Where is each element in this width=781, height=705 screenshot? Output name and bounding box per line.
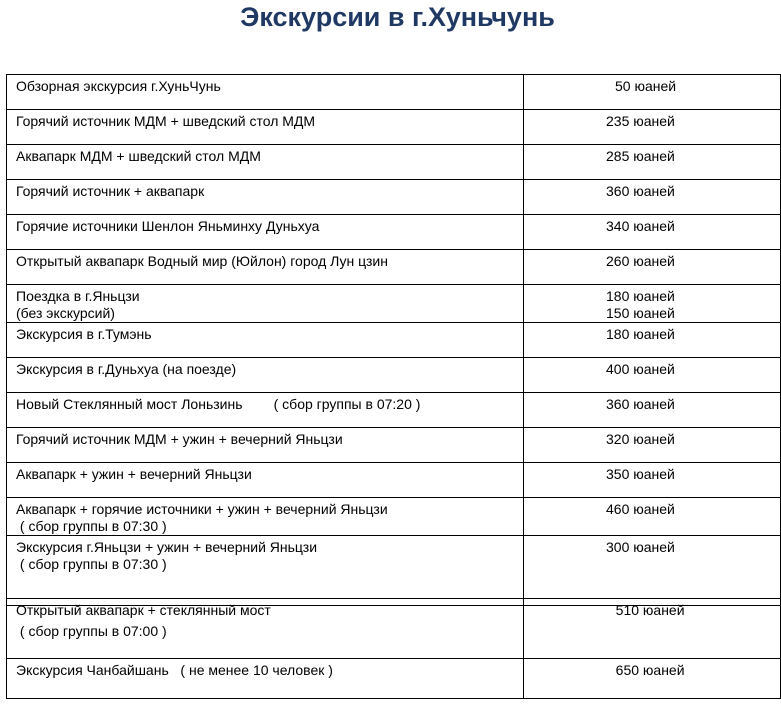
excursion-row [7, 110, 781, 145]
excursion-price-cell [524, 498, 781, 536]
excursion-name: Аквапарк + ужин + вечерний Яньцзи [16, 466, 252, 482]
excursion-price: 180 юаней [606, 326, 675, 342]
excursion-price-cell [524, 536, 781, 606]
excursion-name: Горячий источник МДМ + ужин + вечерний Яньцзи [16, 431, 343, 447]
excursion-price-cell [524, 215, 781, 250]
excursion-name: Экскурсия г.Яньцзи + ужин + вечерний Яньцзи [16, 539, 318, 555]
excursion-price-cell [524, 180, 781, 215]
excursion-name: Экскурсия в г.Тумэнь [16, 326, 152, 342]
excursion-name: Горячий источник МДМ + шведский стол МДМ [16, 113, 316, 129]
excursion-row [7, 180, 781, 215]
excursion-price: 300 юаней [606, 539, 675, 555]
excursion-price-cell [524, 110, 781, 145]
excursion-name-cell [7, 498, 524, 536]
excursion-name: Горячий источник + аквапарк [16, 183, 205, 199]
excursion-row [7, 536, 781, 606]
excursion-name-cell [7, 358, 524, 393]
excursion-row [7, 498, 781, 536]
excursion-name: Аквапарк + горячие источники + ужин + вечерний Яньцзи [16, 501, 388, 517]
excursion-row [7, 75, 781, 110]
excursion-name: Аквапарк МДМ + шведский стол МДМ [16, 148, 261, 164]
excursion-price: 360 юаней [606, 396, 675, 412]
excursion-name: Горячие источники Шенлон Яньминху Дуньхуа [16, 218, 320, 234]
excursion-price: 340 юаней [606, 218, 675, 234]
excursions-table [6, 74, 781, 606]
excursion-name-cell [7, 215, 524, 250]
extra-excursions-table [6, 598, 781, 699]
excursion-row [7, 463, 781, 498]
excursion-price: 50 юаней [615, 78, 677, 94]
excursion-price: 320 юаней [606, 431, 675, 447]
excursion-name-cell [7, 463, 524, 498]
excursion-row [7, 358, 781, 393]
excursion-name-cell [7, 250, 524, 285]
excursion-name-cell [7, 428, 524, 463]
excursion-row [7, 323, 781, 358]
excursion-price: 285 юаней [606, 148, 675, 164]
excursion-name-cell [7, 323, 524, 358]
excursion-row [7, 285, 781, 323]
excursion-row [7, 393, 781, 428]
excursion-name-cell [7, 599, 524, 659]
excursion-price: 150 юаней [606, 305, 675, 321]
excursion-name: (без экскурсий) [16, 305, 115, 321]
excursion-name-cell [7, 180, 524, 215]
excursion-price: 510 юаней [615, 602, 685, 618]
excursion-name-cell [7, 393, 524, 428]
excursion-price: 360 юаней [606, 183, 675, 199]
excursion-row [7, 145, 781, 180]
excursion-row [7, 250, 781, 285]
excursion-price-cell [523, 599, 780, 659]
excursion-name: Новый Стеклянный мост Лоньзинь ( сбор группы в 07:20 ) [16, 396, 421, 412]
excursion-name-cell [7, 659, 524, 699]
excursion-price-cell [524, 393, 781, 428]
excursion-price: 235 юаней [606, 113, 675, 129]
excursion-name-cell [7, 110, 524, 145]
excursion-price-cell [524, 250, 781, 285]
excursion-name-cell [7, 75, 524, 110]
excursion-name-cell [7, 536, 524, 606]
excursion-name: ( сбор группы в 07:30 ) [16, 556, 167, 572]
excursion-price: 260 юаней [606, 253, 675, 269]
extra-excursion-row [7, 599, 781, 659]
excursion-name-cell [7, 285, 524, 323]
excursion-price: 350 юаней [606, 466, 675, 482]
excursion-price-cell [524, 145, 781, 180]
excursion-price-cell [523, 659, 780, 699]
excursion-price: 400 юаней [606, 361, 675, 377]
excursion-price-cell [524, 358, 781, 393]
excursion-price-cell [524, 463, 781, 498]
excursion-name: ( сбор группы в 07:30 ) [16, 518, 167, 534]
excursion-name: Поездка в г.Яньцзи [16, 288, 140, 304]
excursion-name: ( сбор группы в 07:00 ) [16, 623, 167, 639]
excursion-name: Обзорная экскурсия г.ХуньЧунь [16, 78, 221, 94]
excursion-price: 650 юаней [615, 662, 685, 678]
excursion-name-cell [7, 145, 524, 180]
excursion-row [7, 428, 781, 463]
excursion-price: 180 юаней [606, 288, 675, 304]
extra-excursion-row [7, 659, 781, 699]
excursion-price-cell [524, 323, 781, 358]
excursion-row [7, 215, 781, 250]
page-title: Экскурсии в г.Хуньчунь [240, 2, 555, 32]
excursion-price-cell [524, 285, 781, 323]
excursion-name: Экскурсия Чанбайшань ( не менее 10 человек ) [16, 662, 333, 678]
excursion-price-cell [524, 428, 781, 463]
excursion-name: Экскурсия в г.Дуньхуа (на поезде) [16, 361, 237, 377]
excursion-price: 460 юаней [606, 501, 675, 517]
excursion-price-cell [524, 75, 781, 110]
excursion-name: Открытый аквапарк + стеклянный мост [16, 602, 271, 618]
excursion-name: Открытый аквапарк Водный мир (Юйлон) город Лун цзин [16, 253, 388, 269]
